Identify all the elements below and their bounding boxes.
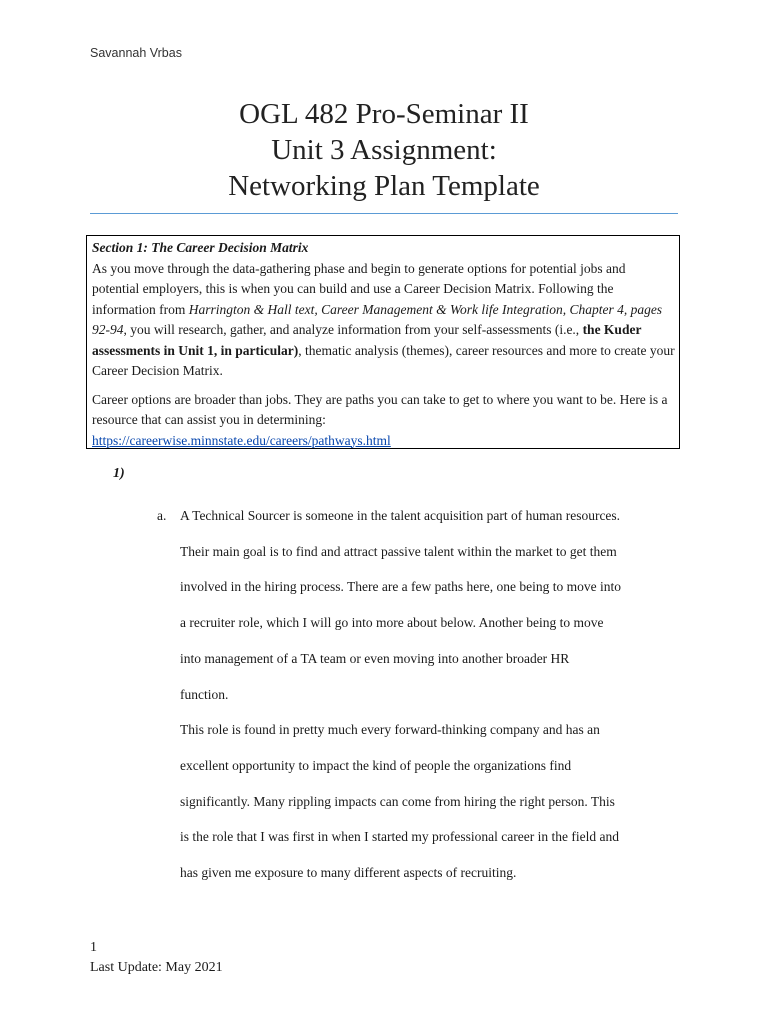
list-item-line: into management of a TA team or even moving into another broader HR (180, 650, 570, 666)
list-item-line: involved in the hiring process. There are a few paths here, one being to move into (180, 579, 621, 595)
list-item-line: A Technical Sourcer is someone in the talent acquisition part of human resources. (180, 508, 621, 523)
list-item-line: is the role that I was first in when I started my professional career in the field and (180, 829, 619, 845)
section-text: , thematic analysis (themes), career resources and more to create your Career Decision Matrix. (92, 342, 675, 378)
list-item-line: excellent opportunity to impact the kind of people the organizations find (180, 757, 572, 773)
section-1-box (86, 235, 680, 449)
section-text: , you will research, gather, and analyze information from your self-assessments (i.e., (123, 322, 583, 337)
title-line-2: Unit 3 Assignment: (271, 134, 497, 166)
list-item-line: This role is found in pretty much every forward-thinking company and has an (180, 722, 600, 738)
section-text: Career options are broader than jobs. They are paths you can take to get to where you want to be. Here is a resource that can assist you in determining: (92, 391, 668, 427)
list-number: 1) (113, 466, 125, 481)
section-1-paragraph (92, 238, 675, 382)
careerwise-link[interactable]: https://careerwise.minnstate.edu/careers/pathways.html (92, 432, 391, 448)
section-heading: Section 1: The Career Decision Matrix (92, 240, 309, 255)
list-item-line: function. (180, 686, 229, 702)
list-item-line: Their main goal is to find and attract passive talent within the market to get them (180, 543, 617, 559)
last-update: Last Update: May 2021 (90, 960, 223, 975)
list-item-line: has given me exposure to many different aspects of recruiting. (180, 865, 517, 881)
document-title (90, 96, 678, 204)
page-number: 1 (90, 940, 97, 955)
title-divider (90, 213, 678, 214)
header-author: Savannah Vrbas (90, 46, 182, 60)
title-line-1: OGL 482 Pro-Seminar II (239, 98, 529, 130)
textbook-reference: Harrington & Hall text, Career Management & Work life Integration, Chapter 4, pages 92-94 (92, 301, 663, 337)
list-item-content (180, 498, 687, 891)
section-text: As you move through the data-gathering phase and begin to generate options for potential jobs and potential employers, this is when you can build and use a Career Decision Matrix. Following the information from (92, 260, 626, 317)
list-item-line: significantly. Many rippling impacts can come from hiring the right person. This (180, 793, 615, 809)
list-marker: a. (157, 508, 167, 523)
kuder-emphasis: the Kuder assessments in Unit 1, in particular) (92, 322, 642, 358)
title-line-3: Networking Plan Template (228, 170, 540, 202)
list-item-a (157, 498, 687, 891)
career-options-paragraph (92, 390, 675, 452)
list-item-line: a recruiter role, which I will go into more about below. Another being to move (180, 615, 604, 631)
